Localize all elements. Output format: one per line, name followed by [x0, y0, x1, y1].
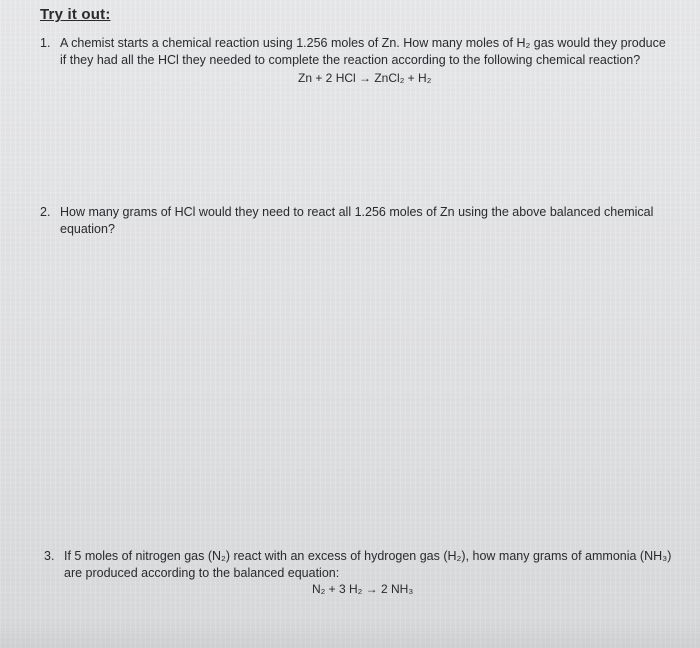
reaction-equation-1: Zn + 2 HCl → ZnCl₂ + H₂	[298, 71, 432, 85]
question-text: If 5 moles of nitrogen gas (N₂) react with an excess of hydrogen gas (H₂), how many grams of ammonia (NH₃) are produced according to the balanced equation:	[64, 549, 672, 580]
question-number: 1.	[40, 36, 51, 50]
reaction-equation-3: N₂ + 3 H₂ → 2 NH₃	[312, 582, 414, 596]
worksheet-heading: Try it out:	[40, 6, 111, 23]
page-shadow	[0, 618, 700, 648]
question-number: 2.	[40, 205, 51, 219]
question-text: A chemist starts a chemical reaction using 1.256 moles of Zn. How many moles of H₂ gas would they produce if they had all the HCl they needed to complete the reaction according to the following chemical reaction?	[60, 36, 666, 67]
question-number: 3.	[44, 549, 55, 563]
question-text: How many grams of HCl would they need to react all 1.256 moles of Zn using the above balanced chemical equation?	[60, 205, 654, 236]
